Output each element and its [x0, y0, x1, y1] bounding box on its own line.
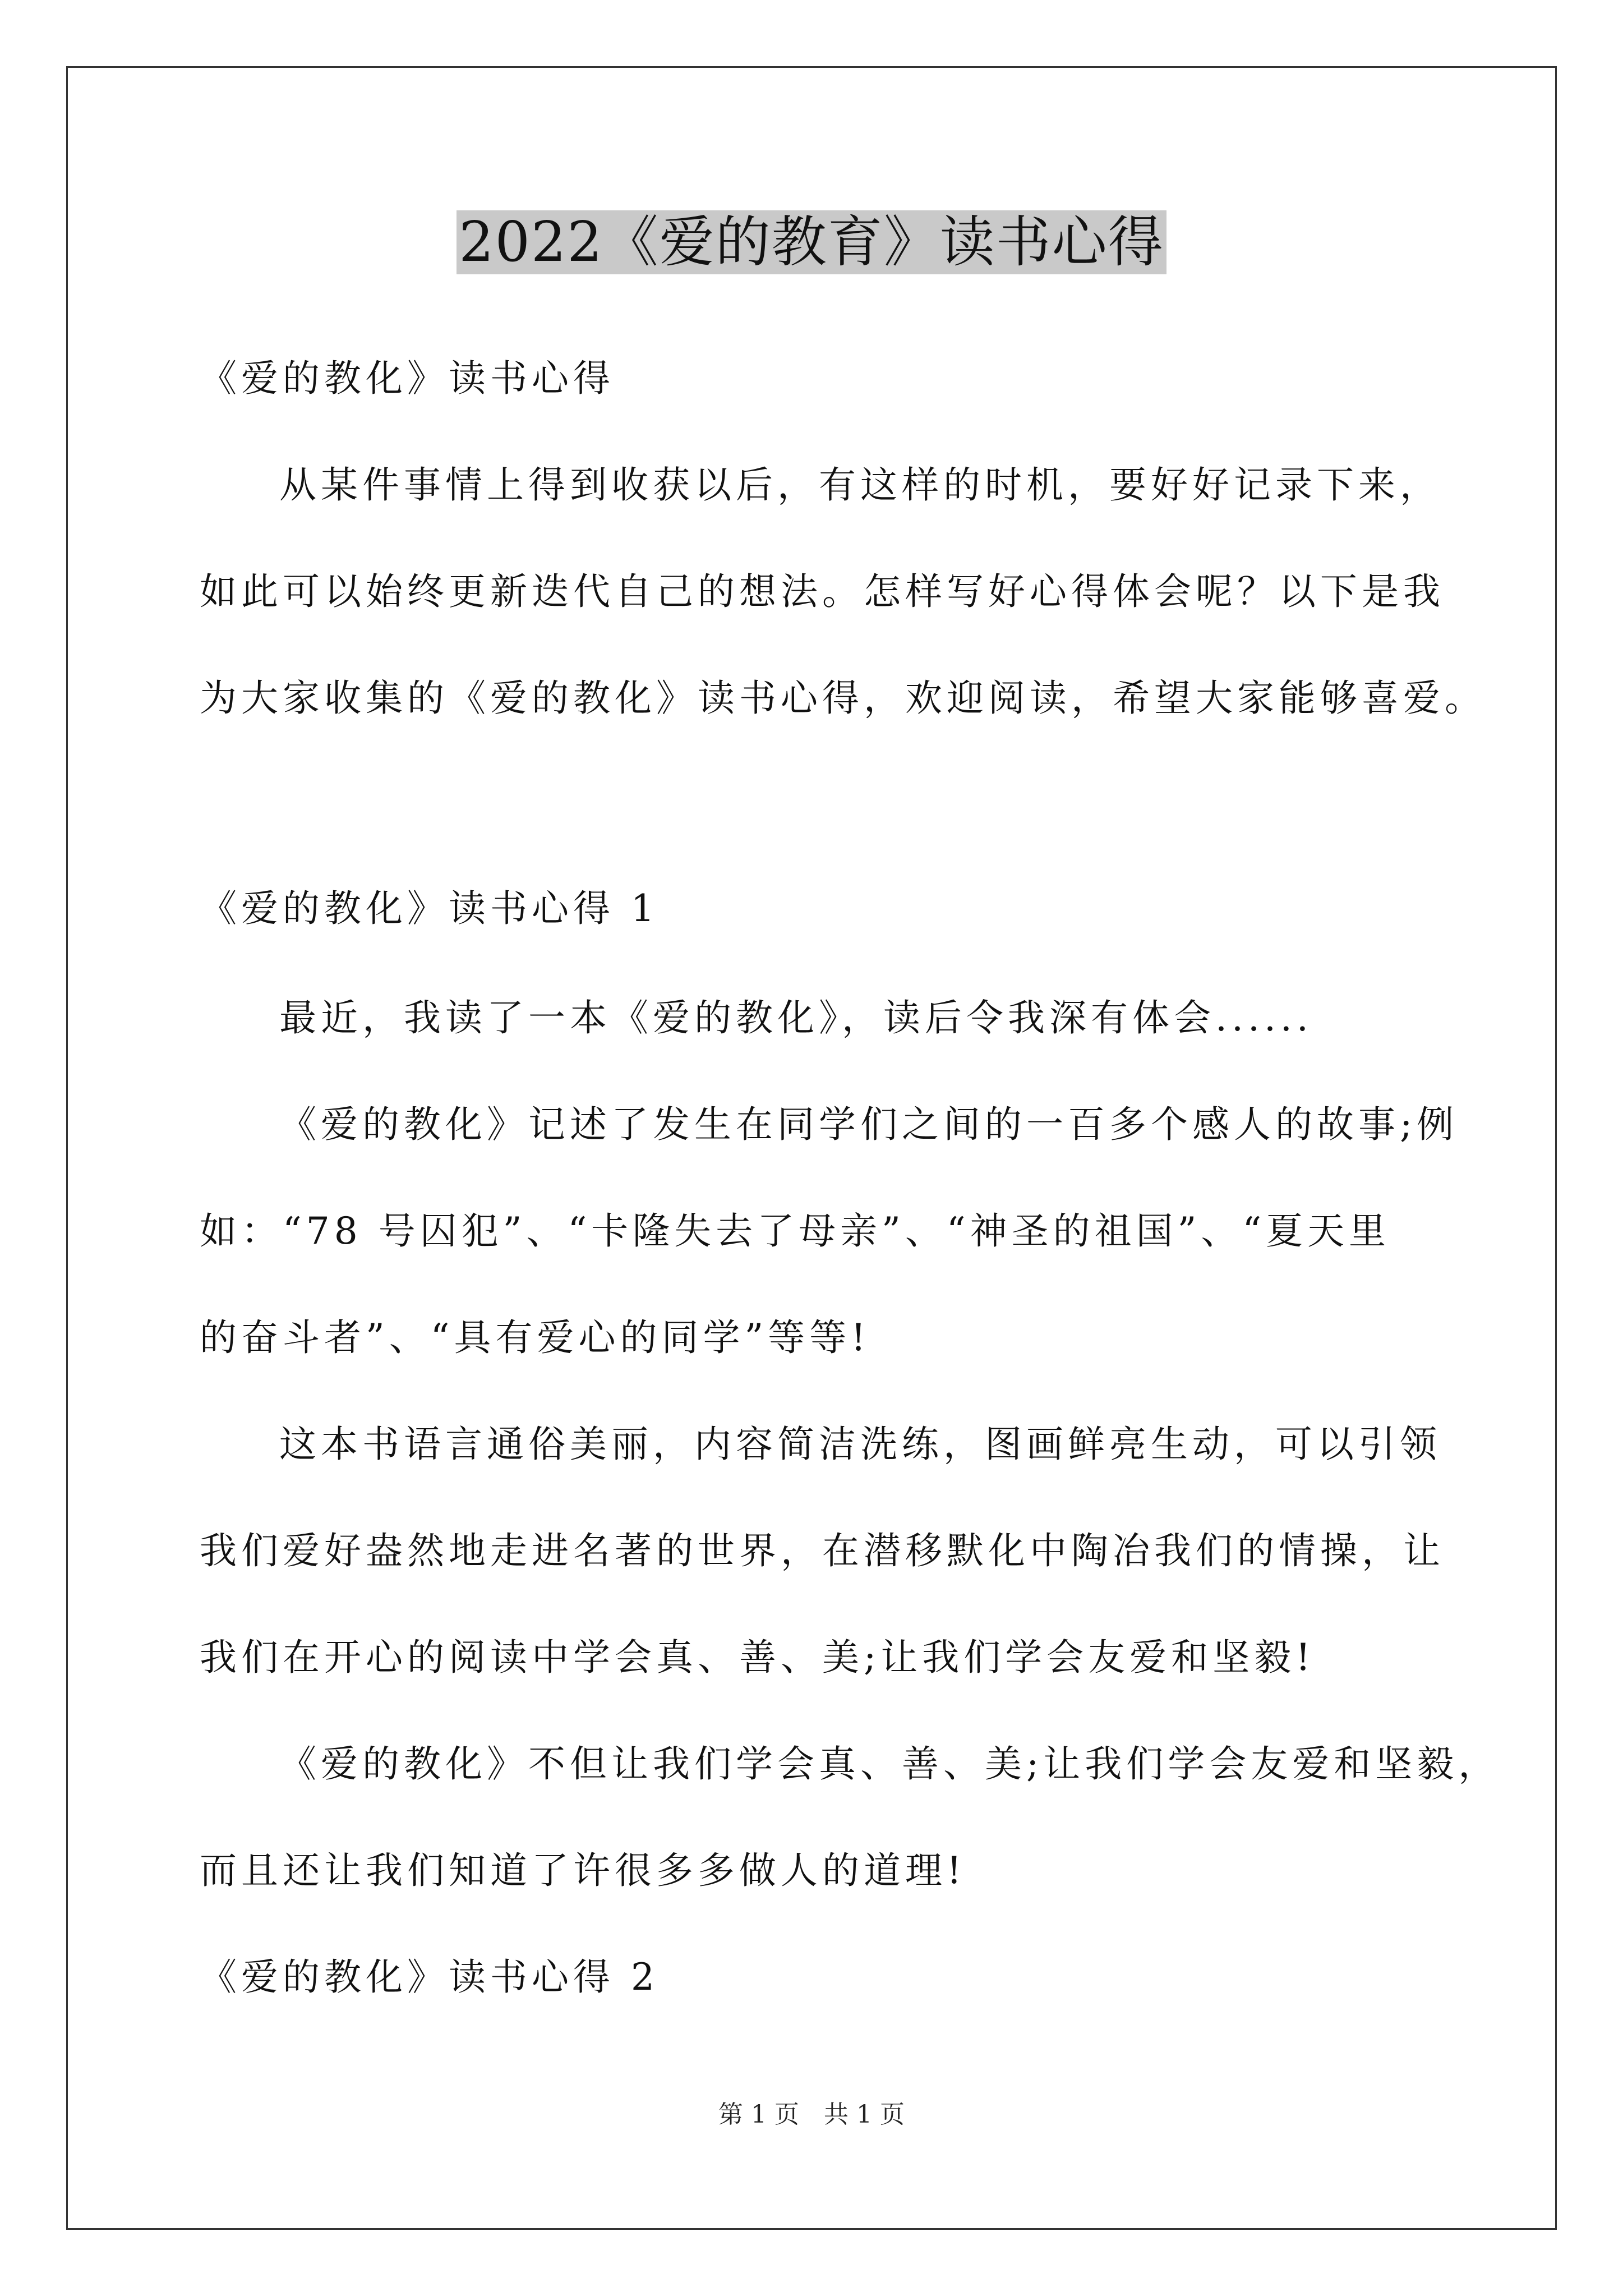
paragraph-line: 这本书语言通俗美丽，内容简洁洗练，图画鲜亮生动，可以引领 — [279, 1423, 1441, 1466]
paragraph-line: 我们爱好盎然地走进名著的世界，在潜移默化中陶冶我们的情操，让 — [200, 1529, 1445, 1572]
paragraph-line: 我们在开心的阅读中学会真、善、美;让我们学会友爱和坚毅! — [200, 1636, 1315, 1679]
paragraph-line: 如：“78 号囚犯”、“卡隆失去了母亲”、“神圣的祖国”、“夏天里 — [200, 1209, 1391, 1253]
paragraph-line: 的奋斗者”、“具有爱心的同学”等等! — [200, 1316, 870, 1359]
paragraph-line: 从某件事情上得到收获以后，有这样的时机，要好好记录下来， — [279, 463, 1441, 507]
section-heading-1: 《爱的教化》读书心得 1 — [200, 887, 659, 930]
section-heading-2: 《爱的教化》读书心得 2 — [200, 1955, 659, 1999]
paragraph-line: 而且还让我们知道了许很多多做人的道理! — [200, 1849, 966, 1892]
paragraph-line: 《爱的教化》不但让我们学会真、善、美;让我们学会友爱和坚毅， — [279, 1742, 1500, 1786]
document-title: 2022《爱的教育》读书心得 — [0, 203, 1623, 282]
paragraph-line: 为大家收集的《爱的教化》读书心得，欢迎阅读，希望大家能够喜爱。 — [200, 677, 1486, 720]
page-footer: 第 1 页 共 1 页 — [718, 2100, 905, 2129]
paragraph-line: 最近，我读了一本《爱的教化》，读后令我深有体会...... — [279, 996, 1313, 1039]
paragraph-line: 《爱的教化》记述了发生在同学们之间的一百多个感人的故事;例 — [279, 1103, 1459, 1146]
subtitle: 《爱的教化》读书心得 — [200, 357, 615, 400]
paragraph-line: 如此可以始终更新迭代自己的想法。怎样写好心得体会呢？以下是我 — [200, 570, 1445, 613]
